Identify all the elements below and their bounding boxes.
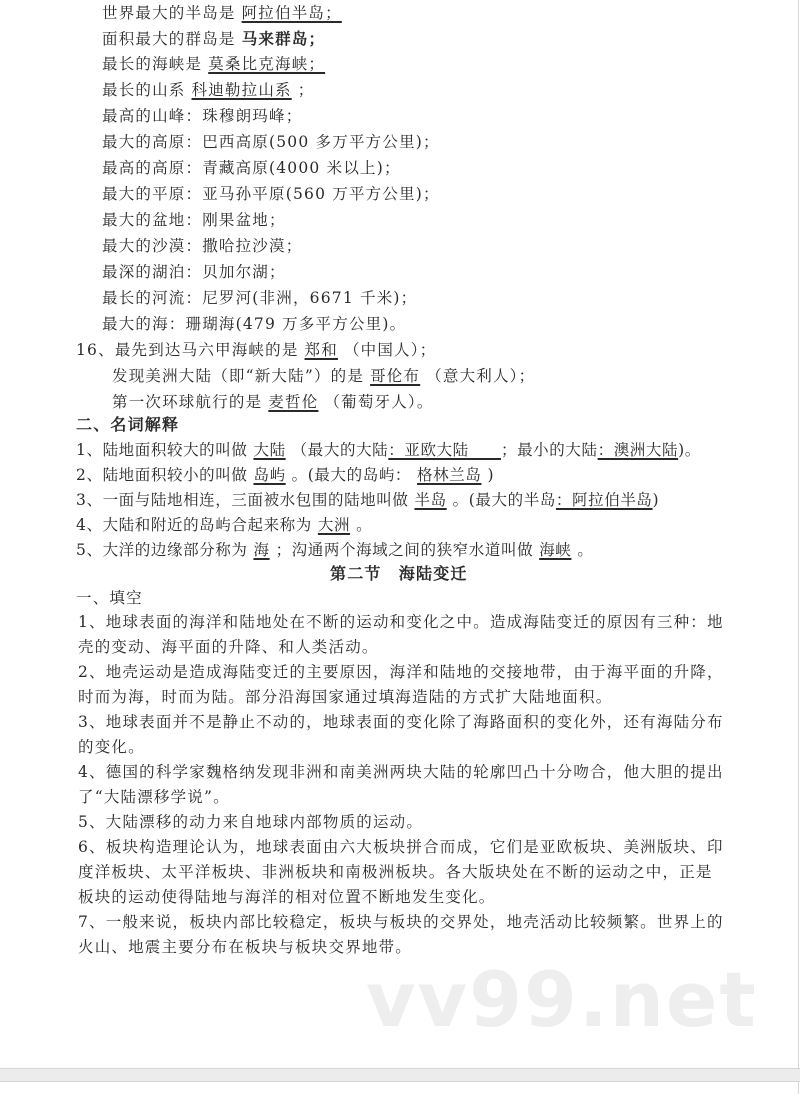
item-answer: 格林兰岛 [417, 466, 482, 484]
question-suffix: （中国人）； [343, 341, 437, 359]
question-text: 发现美洲大陆（即“新大陆”）的是 [112, 367, 365, 385]
question-text: 第一次环球航行的是 [112, 393, 263, 411]
item-text: ) [487, 466, 495, 484]
item-number: 3、 [76, 491, 103, 509]
fill-paragraph: 2、地壳运动是造成海陆变迁的主要原因，海洋和陆地的交接地带，由于海平面的升降，时而为海，时而为陆。部分沿海国家通过填海造陆的方式扩大陆地面积。 [78, 663, 724, 706]
record-line: 最大的海：珊瑚海(479 万多平方公里)。 [102, 315, 407, 333]
item-text: )。 [678, 441, 701, 459]
question-16-line-1 [76, 339, 436, 361]
item-text: 。(最大的岛屿： [291, 466, 412, 484]
item-answer: 海 [253, 541, 270, 559]
item-answer: 半岛 [414, 491, 447, 509]
page-break [0, 1068, 800, 1082]
item-number: 1、 [76, 441, 103, 459]
record-line: 最大的平原：亚马孙平原(560 万平方公里)； [102, 185, 440, 203]
record-line [102, 28, 325, 50]
item-text: ；最小的大陆 [500, 441, 598, 459]
record-line [102, 2, 348, 24]
item-answer: 海峡 [539, 541, 572, 559]
fill-paragraph: 3、地球表面并不是静止不动的，地球表面的变化除了海路面积的变化外，还有海陆分布的变化。 [78, 713, 724, 756]
item-text: 陆地面积较大的叫做 [102, 441, 248, 459]
record-suffix: ； [297, 81, 315, 99]
record-answer: 科迪勒拉山系 [191, 81, 292, 99]
item-answer: 大洲 [317, 516, 351, 534]
record-line: 最大的高原：巴西高原(500 多万平方公里)； [102, 133, 440, 151]
item-text: 大洋的边缘部分称为 [102, 541, 248, 559]
record-answer: 阿拉伯半岛； [241, 4, 342, 22]
item-number: 2、 [76, 466, 103, 484]
item-answer: ：澳洲大陆 [597, 441, 679, 459]
question-answer: 郑和 [304, 341, 338, 359]
term-item [76, 464, 494, 486]
question-number: 16、 [76, 341, 115, 359]
term-item [76, 489, 659, 511]
question-suffix: （意大利人）； [426, 367, 536, 385]
fill-paragraph: 7、一般来说，板块内部比较稳定，板块与板块的交界处，地壳活动比较频繁。世界上的火山、地震主要分布在板块与板块交界地带。 [78, 913, 724, 956]
item-answer: 岛屿 [253, 466, 286, 484]
question-answer: 麦哲伦 [268, 393, 319, 411]
item-answer: 大陆 [253, 441, 286, 459]
question-suffix: （葡萄牙人）。 [324, 393, 434, 411]
item-answer: ：阿拉伯半岛 [555, 491, 653, 509]
record-line: 最高的山峰：珠穆朗玛峰； [102, 107, 303, 125]
item-text: ) [652, 491, 660, 509]
fill-paragraph: 5、大陆漂移的动力来自地球内部物质的运动。 [78, 813, 424, 831]
fill-paragraph: 6、板块构造理论认为，地球表面由六大板块拼合而成，它们是亚欧板块、美洲版块、印度洋板块、太平洋板块、非洲板块和南极洲板块。各大版块处在不断的运动之中，正是板块的运动使得陆地与海洋的相对位置不断地发生变化。 [78, 838, 724, 906]
record-line [102, 53, 331, 75]
record-line: 最大的沙漠：撒哈拉沙漠； [102, 237, 303, 255]
record-line: 最高的高原：青藏高原(4000 米以上)； [102, 159, 401, 177]
item-text: 。 [356, 516, 373, 534]
item-text: 大陆和附近的岛屿合起来称为 [102, 516, 312, 534]
next-page [0, 1082, 799, 1094]
question-text: 最先到达马六甲海峡的是 [114, 341, 299, 359]
question-16-line-2 [112, 365, 535, 387]
section-heading-terms: 二、名词解释 [76, 415, 180, 434]
record-answer: 莫桑比克海峡； [208, 55, 326, 73]
item-text: 。 [577, 541, 594, 559]
fill-paragraph: 4、德国的科学家魏格纳发现非洲和南美洲两块大陆的轮廓凹凸十分吻合，他大胆的提出了“大陆漂移学说”。 [78, 763, 724, 806]
record-label: 世界最大的半岛是 [102, 4, 236, 22]
item-answer: ：亚欧大陆 [388, 441, 501, 459]
term-item [76, 539, 594, 561]
record-label: 最长的山系 [102, 81, 186, 99]
question-16-line-3 [112, 391, 434, 413]
watermark: vv99.net [366, 955, 758, 1044]
fill-paragraph: 1、地球表面的海洋和陆地处在不断的运动和变化之中。造成海陆变迁的原因有三种：地壳的变动、海平面的升降、和人类活动。 [78, 613, 724, 656]
item-text: （最大的大陆 [291, 441, 389, 459]
term-item [76, 439, 701, 461]
item-text: ；沟通两个海域之间的狭窄水道叫做 [275, 541, 534, 559]
item-text: 陆地面积较小的叫做 [102, 466, 248, 484]
term-item [76, 514, 372, 536]
item-text: 一面与陆地相连，三面被水包围的陆地叫做 [102, 491, 409, 509]
record-line [102, 79, 314, 101]
question-answer: 哥伦布 [370, 367, 421, 385]
record-answer: 马来群岛； [241, 29, 326, 48]
item-number: 5、 [76, 541, 103, 559]
chapter-title: 第二节 海陆变迁 [330, 564, 468, 583]
section-heading-fill: 一、填空 [76, 589, 143, 607]
item-text: 。(最大的半岛 [452, 491, 556, 509]
record-label: 面积最大的群岛是 [102, 30, 242, 48]
item-number: 4、 [76, 516, 103, 534]
record-line: 最深的湖泊：贝加尔湖； [102, 263, 286, 281]
record-line: 最长的河流：尼罗河(非洲，6671 千米)； [102, 289, 418, 307]
record-label: 最长的海峡是 [102, 55, 203, 73]
record-line: 最大的盆地：刚果盆地； [102, 211, 286, 229]
